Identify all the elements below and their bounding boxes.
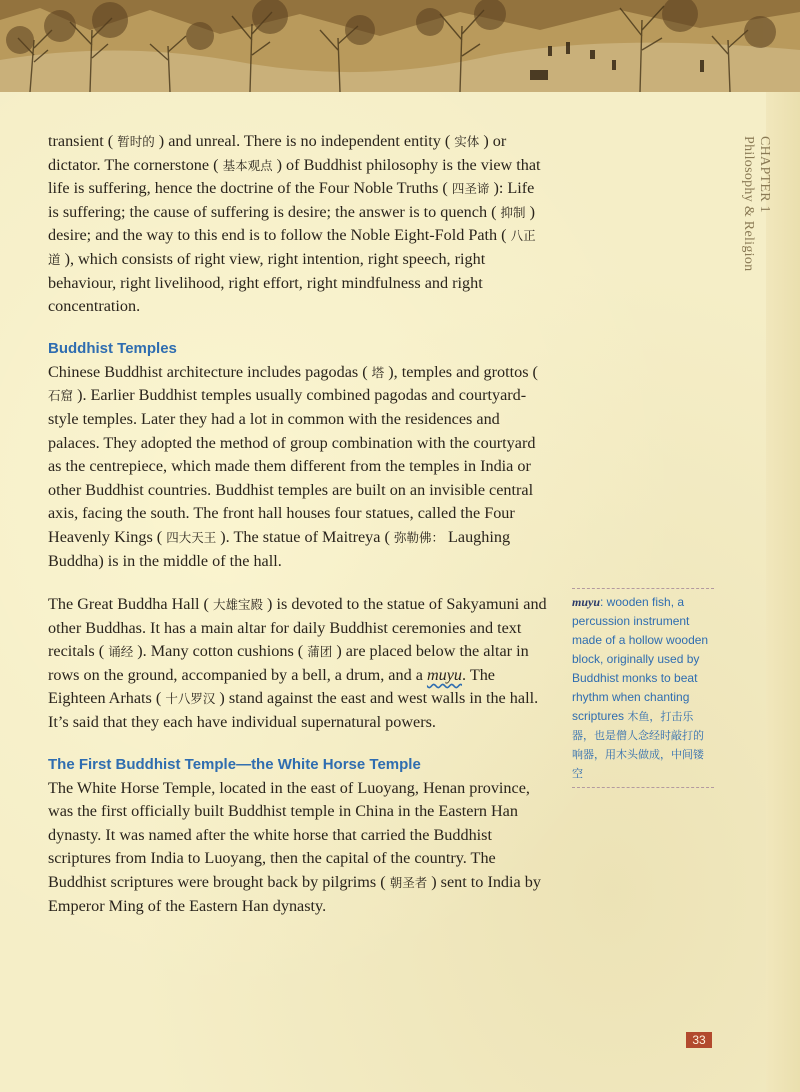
glossary-sidenote (572, 588, 714, 788)
muyu-term: muyu (426, 665, 463, 684)
paragraph-2: Chinese Buddhist architecture includes pagodas ( 塔 ), temples and grottos ( 石窟 ). Earlier Buddhist temples usually combined pagodas and courtyard-style temples. Later they had a lot in common with the residences and palaces. They adopted the method of group combination with the courtyard as the centrepiece, which made them different from the temples in India or other Buddhist countries. Buddhist temples are built on an invisible central axis, facing the south. The front hall houses four statues, called the Four Heavenly Kings ( 四大天王 ). The statue of Maitreya ( 弥勒佛： Laughing Buddha) is in the middle of the hall. (48, 362, 538, 570)
paragraph-3: The Great Buddha Hall ( 大雄宝殿 ) is devoted to the statue of Sakyamuni and other Buddhas. It has a main altar for daily Buddhist ceremonies and text recitals ( 诵经 ). Many cotton cushions ( 蒲团 ) are placed below the altar in rows on the ground, accompanied by a bell, a drum, and a muyu. The Eighteen Arhats ( 十八罗汉 ) stand against the east and west walls in the hall. It’s said that they each have individual supernatural powers. (48, 595, 547, 732)
chapter-subtitle: Philosophy & Religion (741, 136, 756, 272)
section-heading-white-horse-temple: The First Buddhist Temple—the White Horse Temple (48, 755, 421, 773)
glossary-chinese: 木鱼，打击乐器，也是僧人念经时敲打的响器，用木头做成，中间镂空 (572, 710, 704, 780)
chapter-tab (732, 136, 772, 336)
main-text (48, 130, 548, 918)
paragraph-1: transient ( 暂时的 ) and unreal. There is no independent entity ( 实体 ) or dictator. The cornerstone ( 基本观点 ) of Buddhist philosophy is the view that life is suffering, hence the doctrine of the Four Noble Truths ( 四圣谛 ): Life is suffering; the cause of suffering is desire; the answer is to quench ( 抑制 ) desire; and the way to this end is to follow the Noble Eight-Fold Path ( 八正道 ), which consists of right view, right intention, right speech, right behaviour, right livelihood, right effort, right mindfulness and right concentration. (48, 132, 541, 316)
glossary-definition: : wooden fish, a percussion instrument made of a hollow wooden block, originally used by Buddhist monks to beat rhythm when chanting scriptures (572, 595, 709, 723)
chapter-label: CHAPTER 1 (757, 136, 772, 213)
glossary-term: muyu (572, 595, 601, 609)
paragraph-4: The White Horse Temple, located in the east of Luoyang, Henan province, was the first officially built Buddhist temple in China in the Eastern Han dynasty. It was named after the white horse that carried the Buddhist scriptures from India to Luoyang, then the capital of the country. The Buddhist scriptures were brought back by pilgrims ( 朝圣者 ) sent to India by Emperor Ming of the Eastern Han dynasty. (48, 778, 541, 915)
section-heading-buddhist-temples: Buddhist Temples (48, 339, 177, 357)
header-painting (0, 0, 800, 92)
landscape-painting-illustration (0, 0, 800, 92)
page-number: 33 (686, 1032, 712, 1048)
